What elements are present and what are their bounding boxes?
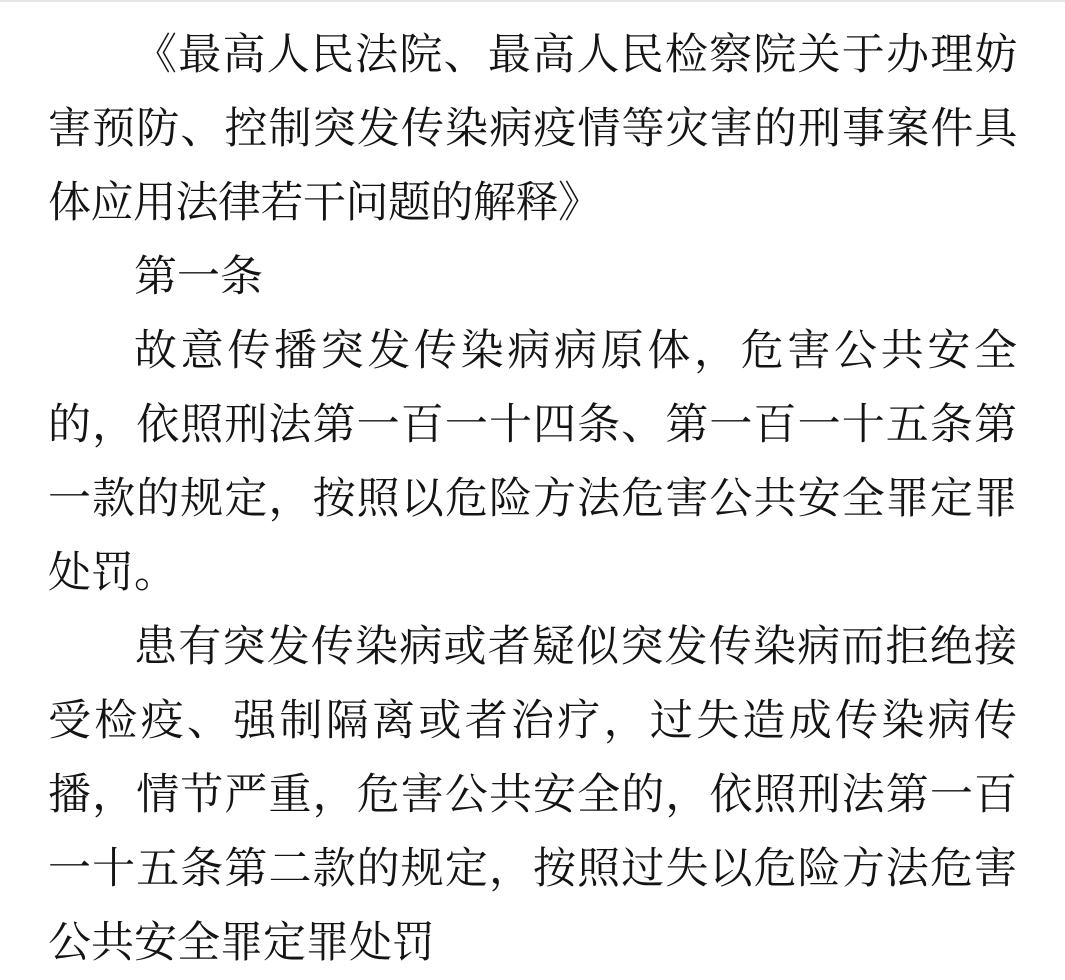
article-label: 第一条 xyxy=(134,253,263,301)
top-divider xyxy=(0,0,1065,2)
article-paragraph-1: 故意传播突发传染病病原体，危害公共安全的，依照刑法第一百一十四条、第一百一十五条第一款的规定，按照以危险方法危害公共安全罪定罪处罚。 xyxy=(48,327,1017,597)
document-title-paragraph: 《最高人民法院、最高人民检察院关于办理妨害预防、控制突发传染病疫情等灾害的刑事案件具体应用法律若干问题的解释》 xyxy=(48,31,1017,227)
article-paragraph-2: 患有突发传染病或者疑似突发传染病而拒绝接受检疫、强制隔离或者治疗，过失造成传染病传播，情节严重，危害公共安全的，依照刑法第一百一十五条第二款的规定，按照过失以危险方法危害公共安全罪定罪处罚 xyxy=(48,623,1017,967)
document-body xyxy=(48,18,1017,980)
